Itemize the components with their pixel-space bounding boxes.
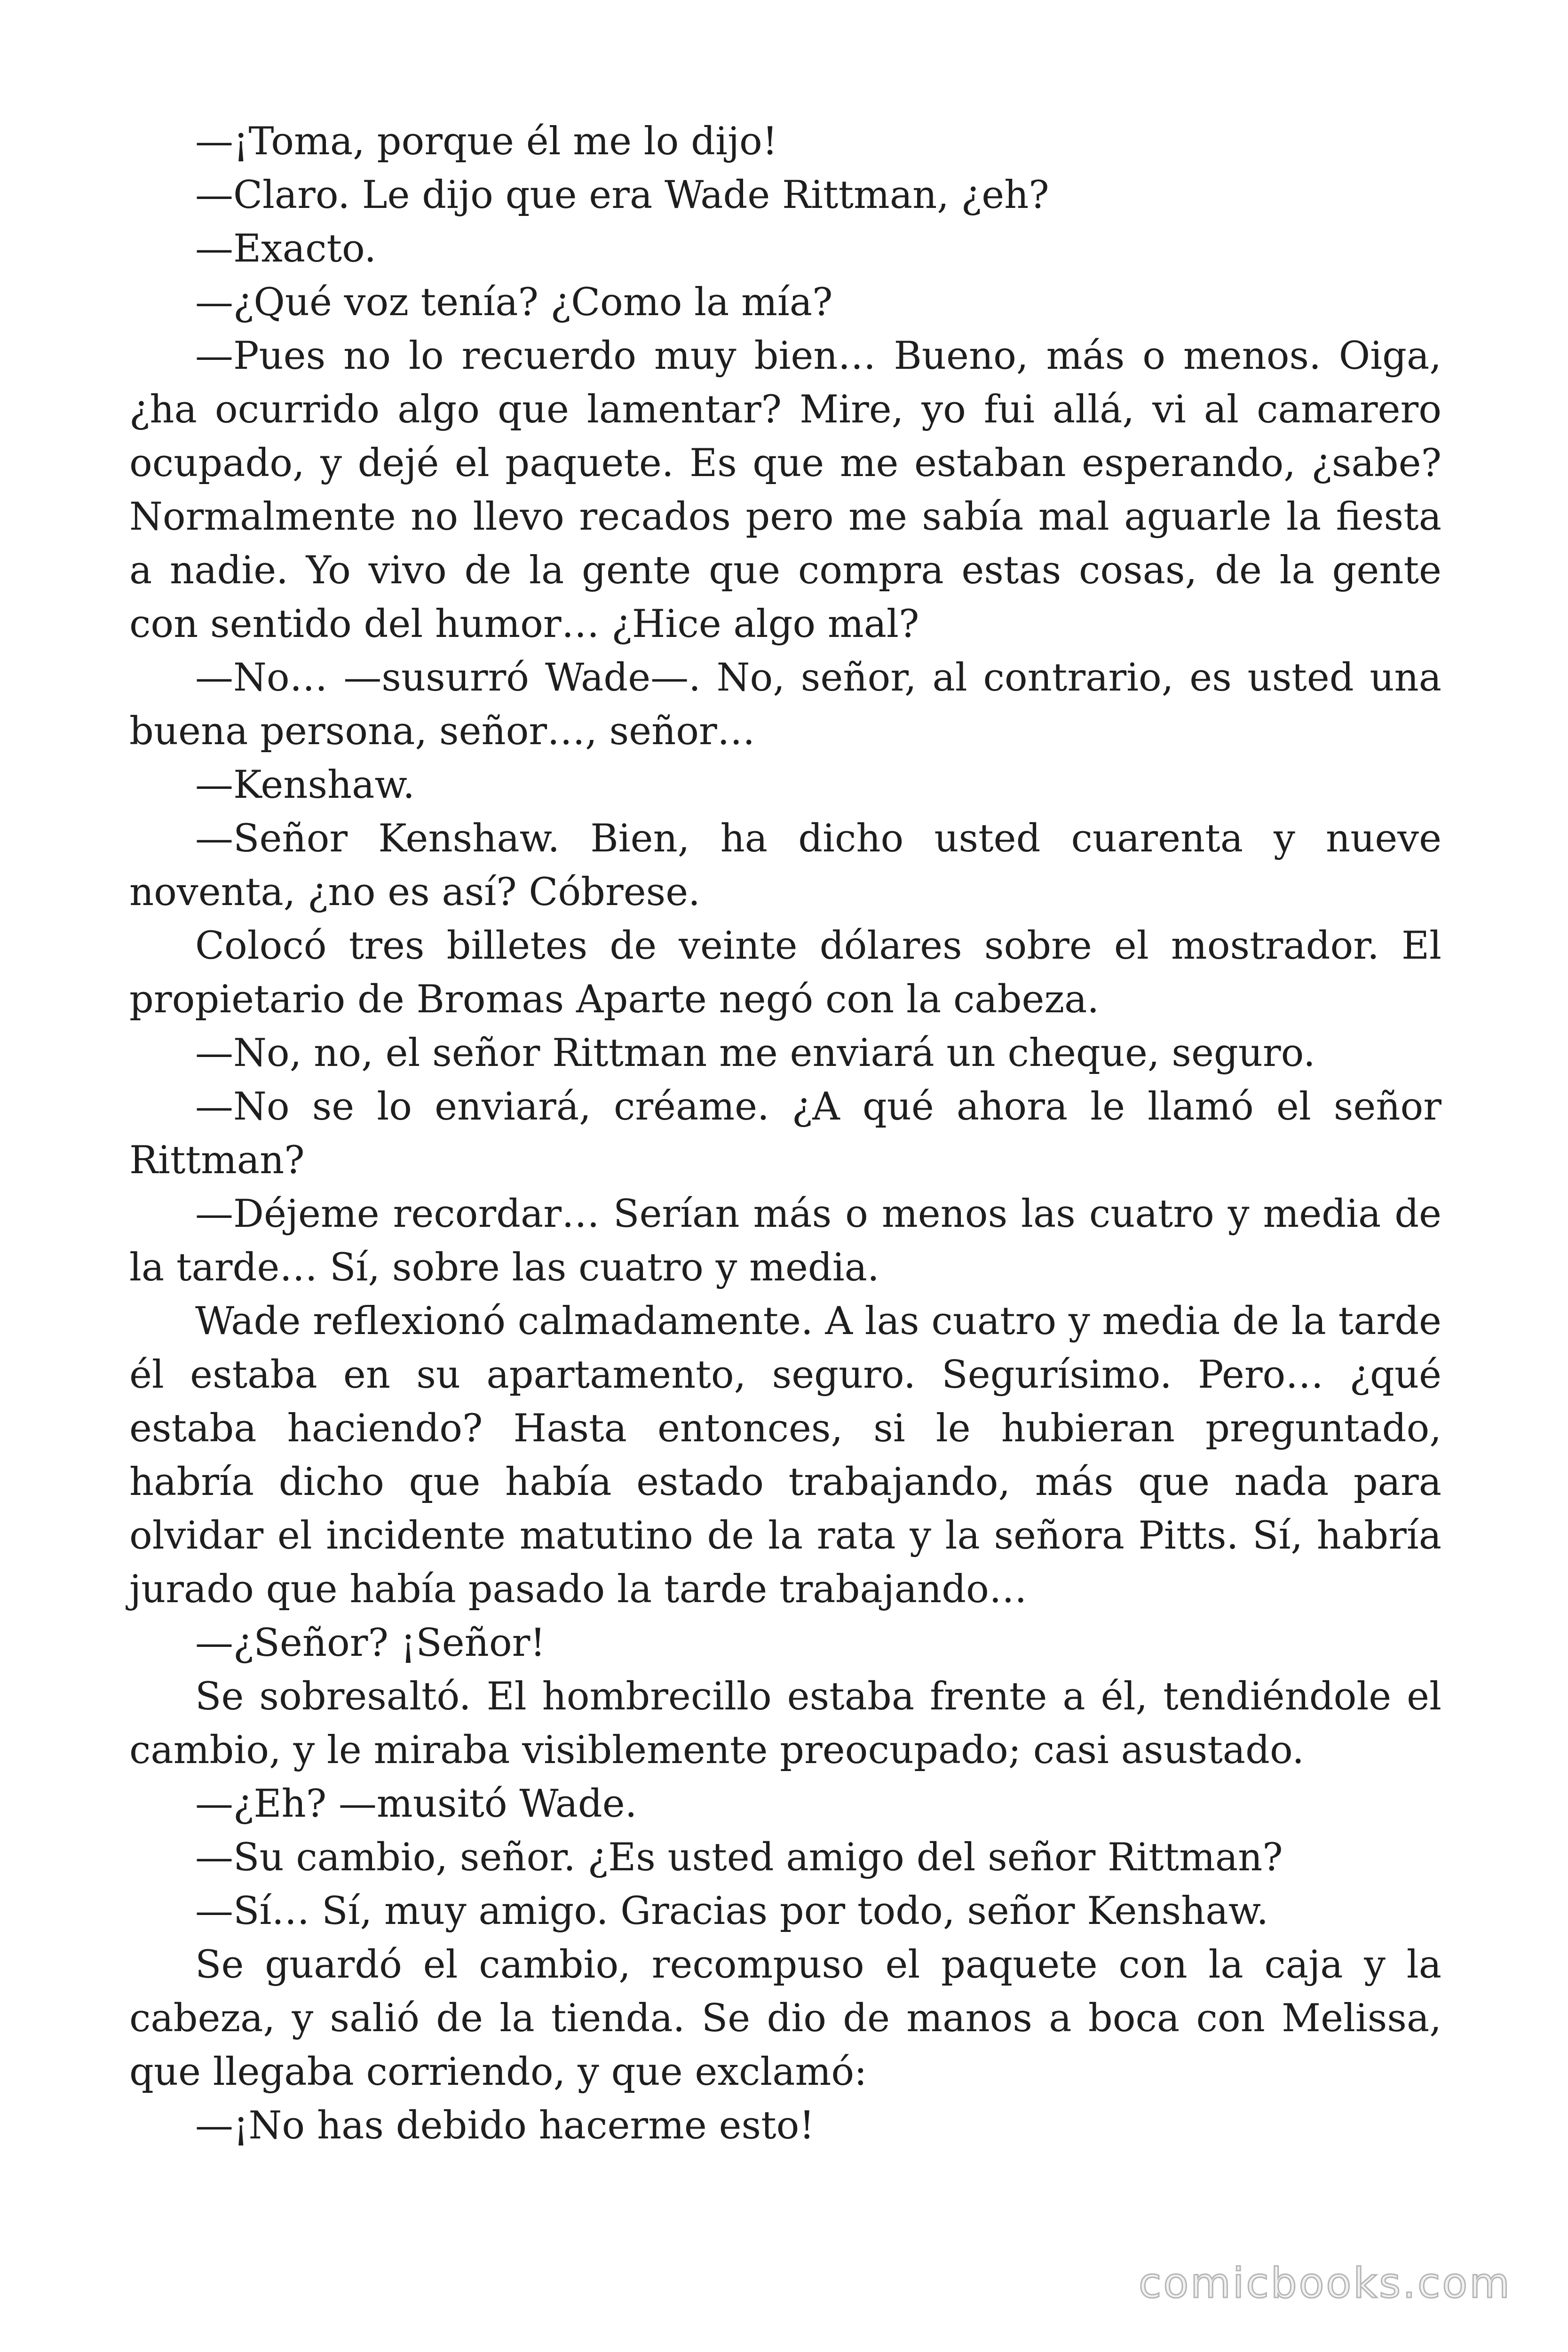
paragraph-16: —¿Eh? —musitó Wade. <box>195 1782 637 1826</box>
paragraph-2: —Claro. Le dijo que era Wade Rittman, ¿eh? <box>195 173 1049 217</box>
paragraph-15: Se sobresaltó. El hombrecillo estaba frente a él, tendiéndole el cambio, y le miraba visiblemente preocupado; casi asustado. <box>129 1675 1441 1772</box>
paragraph-14: —¿Señor? ¡Señor! <box>195 1621 546 1665</box>
paragraph-9: Colocó tres billetes de veinte dólares sobre el mostrador. El propietario de Bromas Aparte negó con la cabeza. <box>129 924 1441 1022</box>
paragraph-4: —¿Qué voz tenía? ¿Como la mía? <box>195 280 833 325</box>
paragraph-7: —Kenshaw. <box>195 763 415 807</box>
paragraph-3: —Exacto. <box>195 227 377 271</box>
paragraph-8: —Señor Kenshaw. Bien, ha dicho usted cuarenta y nueve noventa, ¿no es así? Cóbrese. <box>129 817 1441 914</box>
paragraph-19: Se guardó el cambio, recompuso el paquete con la caja y la cabeza, y salió de la tienda. Se dio de manos a boca con Melissa, que llegaba corriendo, y que exclamó: <box>129 1943 1441 2094</box>
watermark-logo: comicbooks.com <box>1138 2259 1512 2307</box>
paragraph-11: —No se lo enviará, créame. ¿A qué ahora le llamó el señor Rittman? <box>129 1085 1441 1183</box>
paragraph-13: Wade reflexionó calmadamente. A las cuatro y media de la tarde él estaba en su apartamento, seguro. Segurísimo. Pero… ¿qué estaba haciendo? Hasta entonces, si le hubieran preguntado, habría dicho que había estado trabajando, más que nada para olvidar el incidente matutino de la rata y la señora Pitts. Sí, habría jurado que había pasado la tarde trabajando… <box>129 1299 1441 1612</box>
paragraph-1: —¡Toma, porque él me lo dijo! <box>195 119 778 164</box>
paragraph-17: —Su cambio, señor. ¿Es usted amigo del señor Rittman? <box>195 1836 1283 1880</box>
paragraph-20: —¡No has debido hacerme esto! <box>195 2104 815 2148</box>
paragraph-18: —Sí… Sí, muy amigo. Gracias por todo, señor Kenshaw. <box>195 1889 1269 1933</box>
book-page-text <box>129 115 1441 2153</box>
paragraph-5: —Pues no lo recuerdo muy bien… Bueno, más o menos. Oiga, ¿ha ocurrido algo que lamentar? Mire, yo fui allá, vi al camarero ocupado, y dejé el paquete. Es que me estaban esperando, ¿sabe? Normalmente no llevo recados pero me sabía mal aguarle la fiesta a nadie. Yo vivo de la gente que compra estas cosas, de la gente con sentido del humor… ¿Hice algo mal? <box>129 334 1441 646</box>
paragraph-10: —No, no, el señor Rittman me enviará un cheque, seguro. <box>195 1031 1315 1075</box>
paragraph-12: —Déjeme recordar… Serían más o menos las cuatro y media de la tarde… Sí, sobre las cuatro y media. <box>129 1192 1441 1290</box>
paragraph-6: —No… —susurró Wade—. No, señor, al contrario, es usted una buena persona, señor…, señor… <box>129 656 1441 754</box>
